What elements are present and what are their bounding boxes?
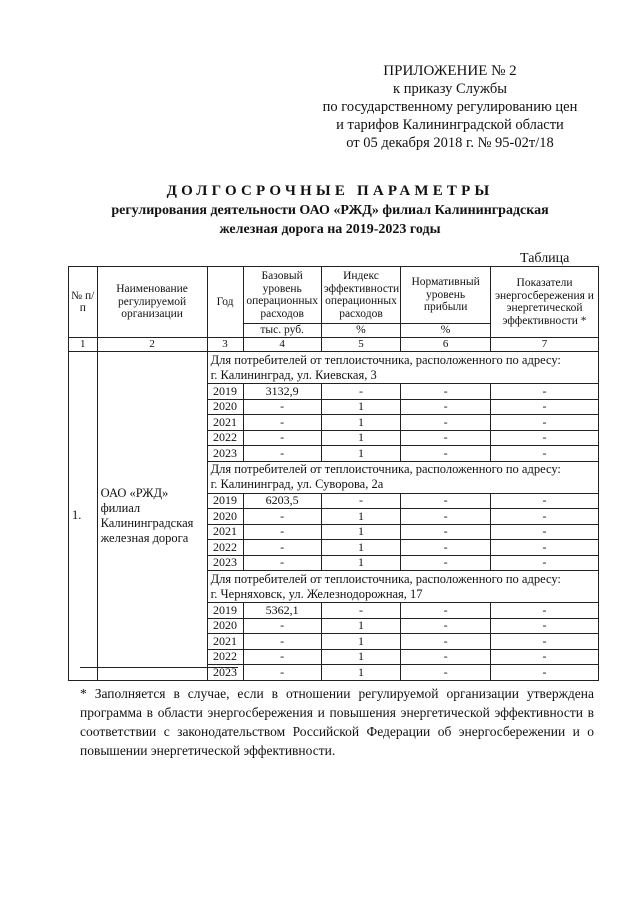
- cell-efficiency-index: 1: [321, 634, 400, 650]
- cell-year: 2020: [207, 618, 243, 634]
- address-line: г. Калининград, ул. Киевская, 3: [210, 367, 377, 382]
- header-year: Год: [207, 267, 243, 338]
- cell-base-cost: -: [243, 509, 321, 525]
- cell-efficiency-index: -: [321, 384, 400, 400]
- cell-year: 2021: [207, 415, 243, 431]
- cell-base-cost: -: [243, 399, 321, 415]
- cell-efficiency-index: 1: [321, 618, 400, 634]
- cell-year: 2023: [207, 555, 243, 571]
- cell-efficiency-index: 1: [321, 665, 400, 681]
- cell-energy-indicator: -: [491, 603, 599, 619]
- cell-energy-indicator: -: [491, 399, 599, 415]
- cell-efficiency-index: 1: [321, 649, 400, 665]
- title-line: железная дорога на 2019-2023 годы: [219, 222, 441, 237]
- cell-efficiency-index: 1: [321, 415, 400, 431]
- cell-energy-indicator: -: [491, 509, 599, 525]
- cell-profit-level: -: [401, 540, 491, 556]
- organization-name: ОАО «РЖД» филиал Калининградская железная дорога: [97, 352, 207, 681]
- header-index: Индекс эффективности операционных расходов: [321, 267, 400, 324]
- cell-efficiency-index: 1: [321, 430, 400, 446]
- cell-energy-indicator: -: [491, 555, 599, 571]
- address-line: г. Черняховск, ул. Железнодорожная, 17: [210, 586, 423, 601]
- address-line: Для потребителей от теплоисточника, расположенного по адресу:: [210, 462, 561, 476]
- cell-profit-level: -: [401, 634, 491, 650]
- column-number: 4: [243, 338, 321, 352]
- cell-profit-level: -: [401, 493, 491, 509]
- appendix-line: от 05 декабря 2018 г. № 95-02т/18: [346, 135, 554, 151]
- address-line: Для потребителей от теплоисточника, расположенного по адресу:: [210, 571, 561, 586]
- cell-year: 2019: [207, 493, 243, 509]
- cell-energy-indicator: -: [491, 634, 599, 650]
- cell-year: 2022: [207, 540, 243, 556]
- header-num: № п/п: [69, 267, 98, 338]
- cell-year: 2019: [207, 384, 243, 400]
- header-org: Наименование регулируемой организации: [97, 267, 207, 338]
- appendix-heading: ПРИЛОЖЕНИЕ № 2: [383, 63, 517, 79]
- cell-efficiency-index: 1: [321, 446, 400, 462]
- address-cell: [207, 571, 598, 603]
- cell-year: 2022: [207, 430, 243, 446]
- cell-profit-level: -: [401, 603, 491, 619]
- cell-efficiency-index: 1: [321, 509, 400, 525]
- cell-energy-indicator: -: [491, 446, 599, 462]
- appendix-block: [300, 62, 600, 152]
- cell-energy-indicator: -: [491, 430, 599, 446]
- cell-profit-level: -: [401, 524, 491, 540]
- table-label: Таблица: [520, 251, 570, 266]
- appendix-line: по государственному регулированию цен: [322, 99, 578, 115]
- cell-base-cost: -: [243, 634, 321, 650]
- cell-base-cost: 3132,9: [243, 384, 321, 400]
- cell-base-cost: 6203,5: [243, 493, 321, 509]
- cell-efficiency-index: 1: [321, 555, 400, 571]
- header-energy: Показатели энергосбережения и энергетической эффективности *: [491, 267, 599, 338]
- cell-year: 2023: [207, 446, 243, 462]
- address-row: [69, 352, 599, 384]
- unit-index: %: [321, 324, 400, 338]
- cell-energy-indicator: -: [491, 415, 599, 431]
- cell-profit-level: -: [401, 415, 491, 431]
- appendix-line: и тарифов Калининградской области: [336, 117, 564, 133]
- cell-base-cost: -: [243, 618, 321, 634]
- cell-efficiency-index: -: [321, 603, 400, 619]
- cell-year: 2023: [207, 665, 243, 681]
- cell-base-cost: -: [243, 540, 321, 556]
- cell-profit-level: -: [401, 430, 491, 446]
- cell-energy-indicator: -: [491, 649, 599, 665]
- column-number: 6: [401, 338, 491, 352]
- cell-profit-level: -: [401, 649, 491, 665]
- cell-efficiency-index: 1: [321, 399, 400, 415]
- footnote-separator: [80, 667, 238, 668]
- address-line: г. Калининград, ул. Суворова, 2а: [210, 477, 384, 491]
- address-cell: [207, 352, 598, 384]
- address-cell: [207, 461, 598, 493]
- cell-year: 2021: [207, 634, 243, 650]
- title-line: регулирования деятельности ОАО «РЖД» филиал Калининградская: [111, 203, 549, 218]
- cell-year: 2021: [207, 524, 243, 540]
- header-base: Базовый уровень операционных расходов: [243, 267, 321, 324]
- cell-efficiency-index: 1: [321, 524, 400, 540]
- cell-year: 2019: [207, 603, 243, 619]
- cell-energy-indicator: -: [491, 540, 599, 556]
- cell-year: 2020: [207, 399, 243, 415]
- cell-profit-level: -: [401, 665, 491, 681]
- parameters-table: [68, 266, 599, 681]
- column-number: 5: [321, 338, 400, 352]
- cell-profit-level: -: [401, 384, 491, 400]
- cell-energy-indicator: -: [491, 618, 599, 634]
- address-line: Для потребителей от теплоисточника, расположенного по адресу:: [210, 352, 561, 367]
- row-number: 1.: [69, 352, 98, 681]
- column-number: 1: [69, 338, 98, 352]
- appendix-line: к приказу Службы: [393, 81, 507, 97]
- cell-base-cost: -: [243, 665, 321, 681]
- cell-base-cost: -: [243, 649, 321, 665]
- header-profit: Нормативный уровень прибыли: [401, 267, 491, 324]
- unit-profit: %: [401, 324, 491, 338]
- column-number: 3: [207, 338, 243, 352]
- cell-energy-indicator: -: [491, 493, 599, 509]
- cell-base-cost: -: [243, 555, 321, 571]
- cell-energy-indicator: -: [491, 665, 599, 681]
- cell-profit-level: -: [401, 618, 491, 634]
- cell-profit-level: -: [401, 446, 491, 462]
- document-title: [60, 182, 600, 239]
- title-main: ДОЛГОСРОЧНЫЕ ПАРАМЕТРЫ: [166, 183, 494, 199]
- cell-year: 2020: [207, 509, 243, 525]
- cell-base-cost: -: [243, 415, 321, 431]
- cell-base-cost: -: [243, 446, 321, 462]
- cell-energy-indicator: -: [491, 384, 599, 400]
- cell-efficiency-index: 1: [321, 540, 400, 556]
- cell-base-cost: 5362,1: [243, 603, 321, 619]
- cell-efficiency-index: -: [321, 493, 400, 509]
- cell-year: 2022: [207, 649, 243, 665]
- unit-base: тыс. руб.: [243, 324, 321, 338]
- cell-base-cost: -: [243, 524, 321, 540]
- cell-profit-level: -: [401, 509, 491, 525]
- cell-profit-level: -: [401, 399, 491, 415]
- cell-base-cost: -: [243, 430, 321, 446]
- column-number: 7: [491, 338, 599, 352]
- column-number: 2: [97, 338, 207, 352]
- cell-energy-indicator: -: [491, 524, 599, 540]
- footnote: * Заполняется в случае, если в отношении регулируемой организации утверждена программа в области энергосбережения и повышения энергетической эффективности в соответствии с законодательством Российской Федерации об энергосбережении и о повышении энергетической эффективности.: [80, 686, 594, 758]
- cell-profit-level: -: [401, 555, 491, 571]
